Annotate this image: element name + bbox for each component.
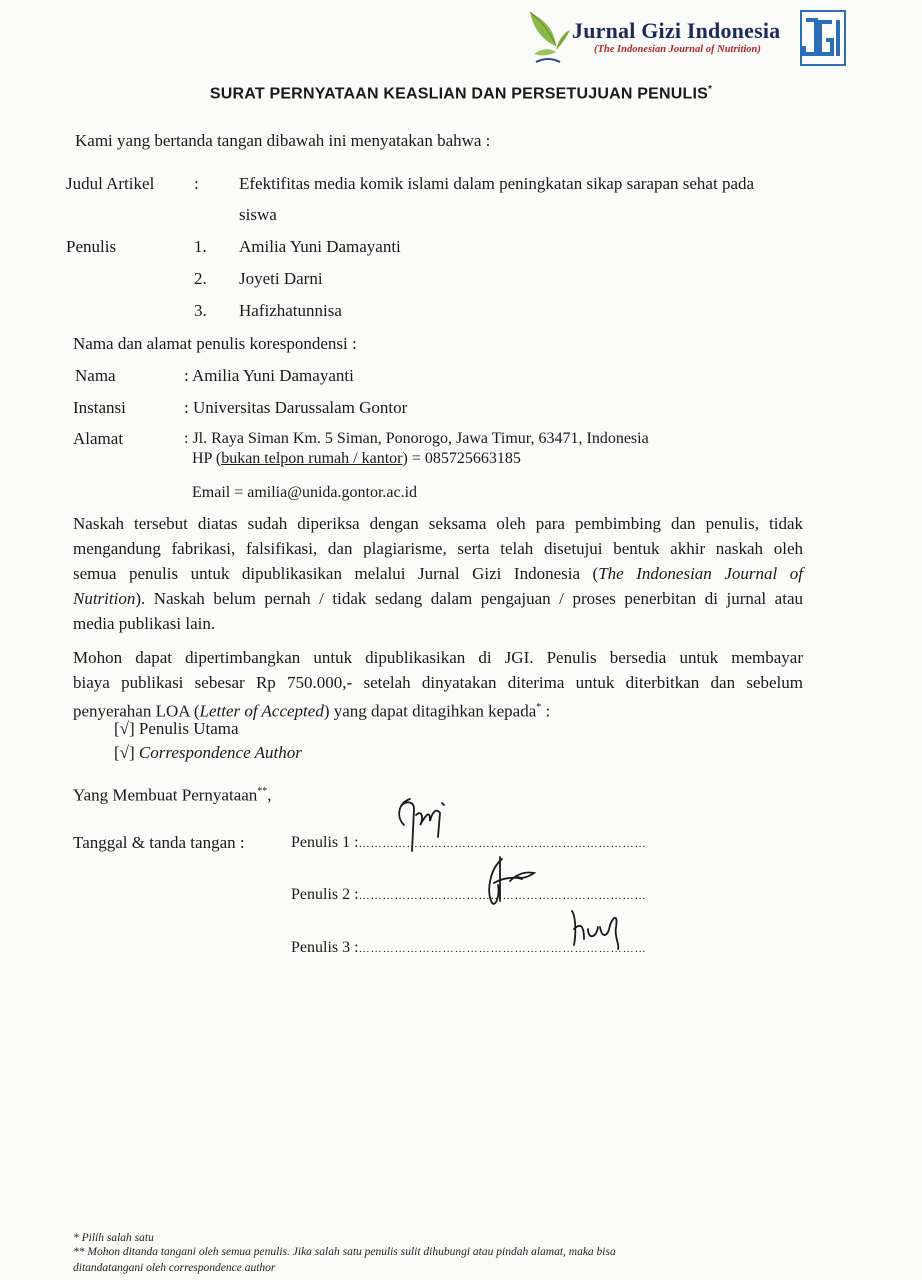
option-correspondence-author[interactable] — [114, 743, 302, 763]
journal-leaf-logo-icon — [526, 8, 574, 64]
maker-comma: , — [267, 785, 272, 805]
statement-line-4-italic: Nutrition — [73, 589, 136, 608]
date-signature-label: Tanggal & tanda tangan : — [73, 833, 245, 852]
request-line-1: Mohon dapat dipertimbangkan untuk dipublikasikan di JGI. Penulis bersedia untuk membayar — [73, 648, 803, 667]
authors-label: Penulis — [66, 237, 117, 256]
signature-label-1: Penulis 1 : — [291, 834, 359, 851]
article-label: Judul Artikel — [66, 174, 155, 193]
statement-line-3-text: semua penulis untuk dipublikasikan melalui Jurnal Gizi Indonesia ( — [73, 564, 599, 583]
statement-line-1: Naskah tersebut diatas sudah diperiksa dengan seksama oleh para pembimbing dan penulis, tidak — [73, 514, 803, 533]
maker-line — [73, 782, 272, 806]
jgi-logo-icon — [800, 10, 846, 66]
statement-line-3-italic: The Indonesian Journal of — [598, 564, 803, 583]
checkbox-penulis-utama[interactable]: [√] — [114, 719, 135, 738]
option-label-correspondence-author: Correspondence Author — [138, 743, 302, 762]
request-line-2: biaya publikasi sebesar Rp 750.000,- setelah dinyatakan diterima untuk diterbitkan dan sebelum — [73, 673, 803, 692]
request-line-3-c: : — [541, 701, 551, 721]
statement-line-4 — [73, 586, 803, 611]
nama-value: : Amilia Yuni Damayanti — [184, 366, 354, 385]
title-footnote-mark: * — [708, 84, 713, 95]
signature-line-1[interactable]: ……………………………………………………………… — [358, 838, 647, 850]
hp-prefix: HP ( — [192, 450, 222, 467]
instansi-value: : Universitas Darussalam Gontor — [184, 398, 408, 417]
article-title-line2: siswa — [239, 205, 277, 224]
hp-line — [192, 449, 521, 469]
author-3-name: Hafizhatunnisa — [239, 301, 342, 320]
article-title-line1: Efektifitas media komik islami dalam peningkatan sikap sarapan sehat pada — [239, 174, 755, 193]
request-line-3-b: ) yang dapat ditagihkan kepada — [323, 701, 537, 721]
signature-line-2[interactable]: ……………………………………………………………… — [358, 890, 647, 902]
signature-row-2 — [291, 885, 647, 906]
email-line: Email = amilia@unida.gontor.ac.id — [192, 484, 418, 501]
signature-label-3: Penulis 3 : — [291, 939, 359, 956]
option-label-penulis-utama: Penulis Utama — [138, 719, 239, 738]
signature-row-1 — [291, 833, 647, 854]
journal-name: Jurnal Gizi Indonesia — [572, 18, 781, 43]
request-footnote-mark: * — [536, 702, 542, 713]
statement-line-5: media publikasi lain. — [73, 614, 216, 633]
maker-text: Yang Membuat Pernyataan — [73, 785, 258, 805]
option-penulis-utama[interactable] — [114, 719, 239, 739]
signature-line-3[interactable]: ……………………………………………………………… — [358, 943, 647, 955]
hp-note: bukan telpon rumah / kantor — [221, 450, 403, 467]
request-line-3-italic: Letter of Accepted — [199, 701, 324, 721]
request-paragraph — [73, 645, 803, 724]
footnote-2-line-1: ** Mohon ditanda tangani oleh semua penulis. Jika salah satu penulis sulit dihubungi atau pindah alamat, maka bisa — [73, 1246, 616, 1258]
footnote-2-line-2: ditandatangani oleh correspondence author — [73, 1262, 276, 1274]
document-title — [0, 84, 922, 103]
alamat-value: : Jl. Raya Siman Km. 5 Siman, Ponorogo, Jawa Timur, 63471, Indonesia — [184, 430, 649, 447]
request-line-3-a: penyerahan LOA ( — [73, 701, 200, 721]
author-2-num: 2. — [194, 269, 207, 288]
correspondence-heading: Nama dan alamat penulis korespondensi : — [73, 334, 357, 353]
statement-line-3 — [73, 561, 803, 586]
nama-label: Nama — [75, 366, 116, 385]
author-2-name: Joyeti Darni — [239, 269, 323, 288]
intro-text: Kami yang bertanda tangan dibawah ini menyatakan bahwa : — [75, 131, 491, 150]
article-colon: : — [194, 174, 199, 193]
journal-subtitle: (The Indonesian Journal of Nutrition) — [594, 44, 761, 55]
author-1-name: Amilia Yuni Damayanti — [239, 237, 401, 256]
signature-author-3-icon — [566, 905, 630, 951]
statement-paragraph — [73, 511, 803, 636]
hp-number: ) = 085725663185 — [402, 450, 521, 467]
signature-author-2-icon — [482, 855, 542, 910]
alamat-label: Alamat — [73, 429, 124, 448]
statement-line-4-text: ). Naskah belum pernah / tidak sedang dalam pengajuan / proses penerbitan di jurnal atau — [135, 589, 803, 608]
instansi-label: Instansi — [73, 398, 126, 417]
signature-author-1-icon — [392, 795, 454, 855]
maker-footnote-mark: ** — [257, 786, 268, 797]
footnote-1: * Pilih salah satu — [73, 1232, 154, 1244]
checkbox-correspondence-author[interactable]: [√] — [114, 743, 135, 762]
author-1-num: 1. — [194, 237, 207, 256]
statement-line-2: mengandung fabrikasi, falsifikasi, dan plagiarisme, serta telah disetujui bentuk akhir naskah oleh — [73, 539, 803, 558]
title-text: SURAT PERNYATAAN KEASLIAN DAN PERSETUJUAN PENULIS — [209, 85, 709, 103]
signature-label-2: Penulis 2 : — [291, 886, 359, 903]
author-3-num: 3. — [194, 301, 207, 320]
